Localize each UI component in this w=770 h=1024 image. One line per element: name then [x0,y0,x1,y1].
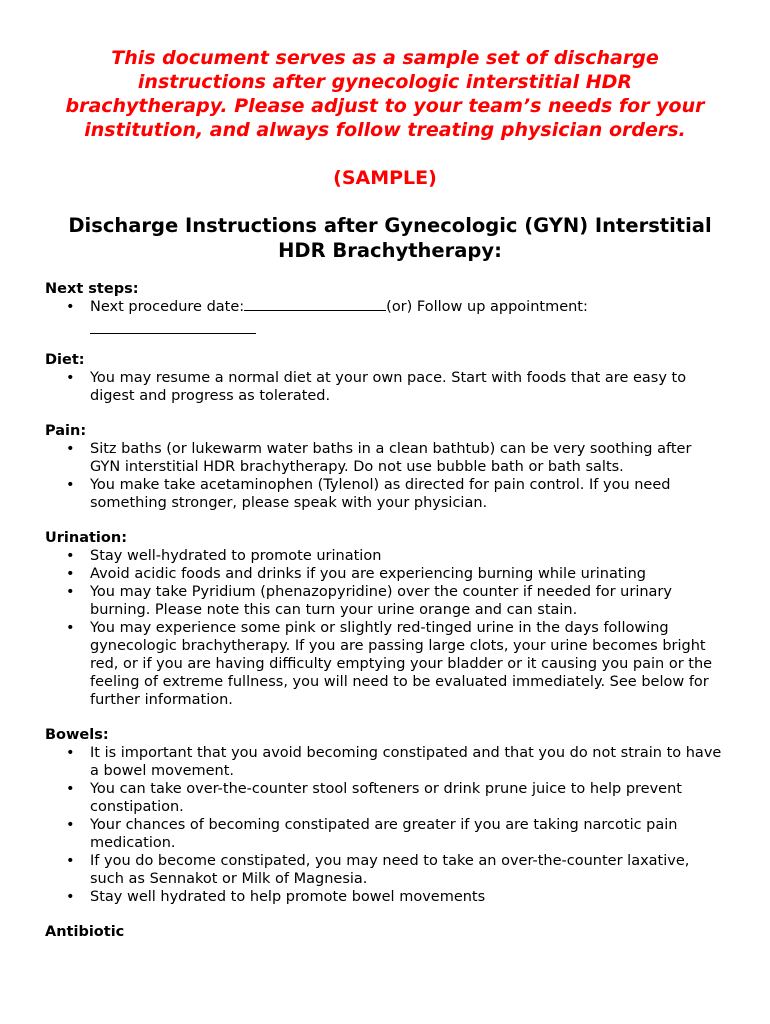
list-item-text: Stay well-hydrated to promote urination [90,548,382,564]
list-item-text: You may experience some pink or slightly red-tinged urine in the days following gynecologic brachytherapy. If you are passing large clots, your urine becomes bright red, or if you are having difficulty emptying your bladder or it causing you pain or the feeling of extreme fullness, you will need to be evaluated immediately. See below for further information. [90,620,713,708]
bullet-list [45,298,725,334]
list-item [45,583,725,619]
section-diet [45,351,725,405]
section-antibiotic [45,923,725,941]
list-item-text: You make take acetaminophen (Tylenol) as directed for pain control. If you need something stronger, please speak with your physician. [90,477,671,511]
section-heading: Antibiotic [45,924,125,940]
list-item-text: It is important that you avoid becoming constipated and that you do not strain to have a bowel movement. [90,745,722,779]
list-item-text: Stay well hydrated to help promote bowel movements [90,889,486,905]
bullet-icon: • [66,853,75,869]
list-item [45,852,725,888]
bullet-icon: • [66,548,75,564]
list-item-text: Avoid acidic foods and drinks if you are experiencing burning while urinating [90,566,646,582]
list-item [45,619,725,709]
section-heading: Diet: [45,352,85,368]
document-title: Discharge Instructions after Gynecologic (GYN) Interstitial HDR Brachytherapy: [68,214,712,262]
list-item-text: You may take Pyridium (phenazopyridine) over the counter if needed for urinary burning. Please note this can turn your urine orange and can stain. [90,584,672,618]
sample-disclaimer: This document serves as a sample set of discharge instructions after gynecologic interstitial HDR brachytherapy. Please adjust to your team’s needs for your institution, and always follow treating physician orders. [65,47,705,141]
bullet-list [45,547,725,709]
bullet-icon: • [66,299,75,315]
bullet-icon: • [66,745,75,761]
list-item [45,547,725,565]
bullet-icon: • [66,817,75,833]
bullet-icon: • [66,477,75,493]
next-procedure-label: Next procedure date: [90,299,245,315]
section-heading: Next steps: [45,281,139,297]
section-heading: Urination: [45,530,127,546]
bullet-icon: • [66,566,75,582]
bullet-icon: • [66,441,75,457]
list-item [45,440,725,476]
bullet-icon: • [66,584,75,600]
list-item [45,298,725,334]
bullet-icon: • [66,620,75,636]
list-item [45,476,725,512]
bullet-list [45,369,725,405]
bullet-list [45,744,725,906]
list-item-text: If you do become constipated, you may need to take an over-the-counter laxative, such as Sennakot or Milk of Magnesia. [90,853,690,887]
follow-up-appointment-blank[interactable] [90,320,256,334]
list-item [45,780,725,816]
bullet-icon: • [66,889,75,905]
section-bowels [45,726,725,906]
section-pain [45,422,725,512]
list-item-text: You may resume a normal diet at your own pace. Start with foods that are easy to digest and progress as tolerated. [90,370,687,404]
list-item [45,369,725,405]
list-item [45,565,725,583]
section-next-steps [45,280,725,334]
next-procedure-date-blank[interactable] [244,298,386,311]
list-item [45,816,725,852]
list-item-text: Your chances of becoming constipated are greater if you are taking narcotic pain medication. [90,817,678,851]
follow-up-label: (or) Follow up appointment: [386,299,588,315]
bullet-icon: • [66,370,75,386]
bullet-icon: • [66,781,75,797]
list-item-text: You can take over-the-counter stool softeners or drink prune juice to help prevent constipation. [90,781,682,815]
bullet-list [45,440,725,512]
sample-tag: (SAMPLE) [333,167,437,189]
list-item [45,744,725,780]
section-urination [45,529,725,709]
list-item-text: Sitz baths (or lukewarm water baths in a clean bathtub) can be very soothing after GYN interstitial HDR brachytherapy. Do not use bubble bath or bath salts. [90,441,692,475]
section-heading: Bowels: [45,727,109,743]
section-heading: Pain: [45,423,87,439]
list-item [45,888,725,906]
